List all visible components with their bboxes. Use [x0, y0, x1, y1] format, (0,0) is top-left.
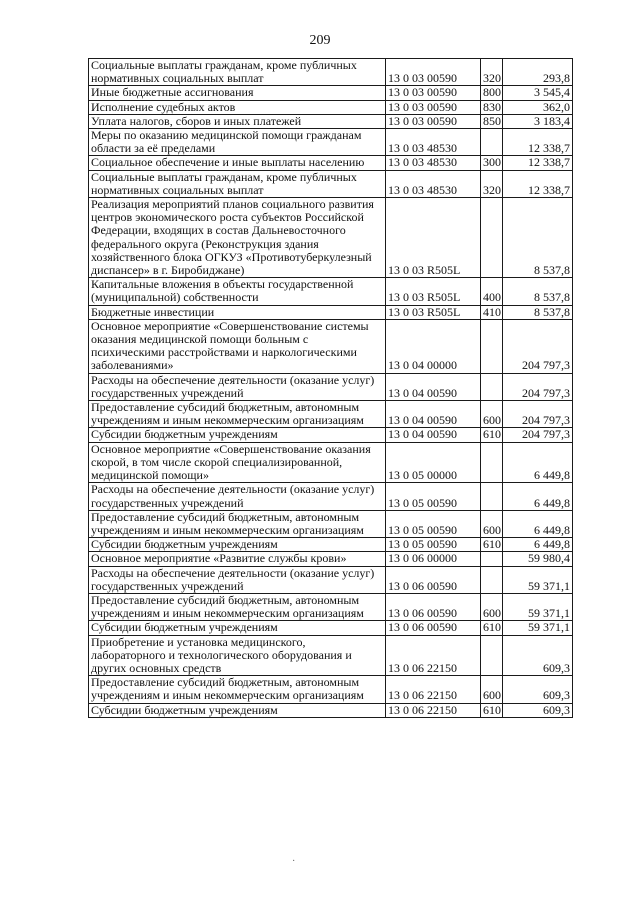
table-row — [89, 59, 573, 86]
row-name-cell: Расходы на обеспечение деятельности (оказание услуг) государственных учреждений — [89, 566, 386, 593]
row-name-cell: Основное мероприятие «Развитие службы крови» — [89, 552, 386, 566]
table-row — [89, 156, 573, 170]
table-row — [89, 483, 573, 510]
row-code-cell: 13 0 03 48530 — [386, 156, 481, 170]
table-row — [89, 566, 573, 593]
row-code-cell: 13 0 03 00590 — [386, 86, 481, 100]
row-name-cell: Социальные выплаты гражданам, кроме публичных нормативных социальных выплат — [89, 59, 386, 86]
row-code-cell: 13 0 06 00590 — [386, 593, 481, 620]
row-amount-cell: 609,3 — [503, 703, 573, 717]
row-name-cell: Приобретение и установка медицинского, лабораторного и технологического оборудования и других основных средств — [89, 635, 386, 676]
row-name-cell: Субсидии бюджетным учреждениям — [89, 703, 386, 717]
row-amount-cell: 8 537,8 — [503, 278, 573, 305]
row-name-cell: Социальные выплаты гражданам, кроме публичных нормативных социальных выплат — [89, 170, 386, 197]
table-row — [89, 198, 573, 278]
row-amount-cell: 59 371,1 — [503, 566, 573, 593]
row-code-cell: 13 0 06 22150 — [386, 635, 481, 676]
row-name-cell: Реализация мероприятий планов социального развития центров экономического роста субъектов Российской Федерации, входящих в состав Дальневосточного федерального округа (Реконструкция здания хозяйственного блока ОГКУЗ «Противотуберкулезный диспансер» в г. Биробиджане) — [89, 198, 386, 278]
row-code-cell: 13 0 03 00590 — [386, 59, 481, 86]
table-row — [89, 401, 573, 428]
row-name-cell: Бюджетные инвестиции — [89, 305, 386, 319]
row-expense-type-cell: 610 — [481, 428, 503, 442]
table-row — [89, 373, 573, 400]
table-row — [89, 100, 573, 114]
row-amount-cell: 3 183,4 — [503, 114, 573, 128]
row-name-cell: Расходы на обеспечение деятельности (оказание услуг) государственных учреждений — [89, 373, 386, 400]
row-name-cell: Расходы на обеспечение деятельности (оказание услуг) государственных учреждений — [89, 483, 386, 510]
row-expense-type-cell — [481, 483, 503, 510]
page-number: 209 — [309, 33, 331, 48]
row-name-cell: Предоставление субсидий бюджетным, автономным учреждениям и иным некоммерческим организациям — [89, 593, 386, 620]
table-row — [89, 703, 573, 717]
row-code-cell: 13 0 03 R505L — [386, 305, 481, 319]
table-row — [89, 593, 573, 620]
row-name-cell: Основное мероприятие «Совершенствование системы оказания медицинской помощи больным с психическими расстройствами и наркологическими заболеваниями» — [89, 319, 386, 373]
row-expense-type-cell: 300 — [481, 156, 503, 170]
row-name-cell: Основное мероприятие «Совершенствование оказания скорой, в том числе скорой специализированной, медицинской помощи» — [89, 442, 386, 483]
row-amount-cell: 204 797,3 — [503, 428, 573, 442]
row-expense-type-cell: 600 — [481, 676, 503, 703]
table-row — [89, 635, 573, 676]
table-row — [89, 86, 573, 100]
row-name-cell: Исполнение судебных актов — [89, 100, 386, 114]
row-code-cell: 13 0 04 00590 — [386, 401, 481, 428]
row-amount-cell: 59 980,4 — [503, 552, 573, 566]
row-expense-type-cell: 850 — [481, 114, 503, 128]
row-expense-type-cell: 410 — [481, 305, 503, 319]
table-row — [89, 129, 573, 156]
row-code-cell: 13 0 03 R505L — [386, 278, 481, 305]
row-expense-type-cell — [481, 373, 503, 400]
row-name-cell: Социальное обеспечение и иные выплаты населению — [89, 156, 386, 170]
row-expense-type-cell: 320 — [481, 170, 503, 197]
row-name-cell: Предоставление субсидий бюджетным, автономным учреждениям и иным некоммерческим организациям — [89, 401, 386, 428]
row-code-cell: 13 0 06 22150 — [386, 703, 481, 717]
row-name-cell: Капитальные вложения в объекты государственной (муниципальной) собственности — [89, 278, 386, 305]
row-code-cell: 13 0 04 00000 — [386, 319, 481, 373]
row-expense-type-cell — [481, 198, 503, 278]
table-row — [89, 621, 573, 635]
row-amount-cell: 12 338,7 — [503, 170, 573, 197]
row-expense-type-cell — [481, 566, 503, 593]
table-row — [89, 114, 573, 128]
row-amount-cell: 204 797,3 — [503, 373, 573, 400]
row-amount-cell: 204 797,3 — [503, 401, 573, 428]
row-code-cell: 13 0 03 48530 — [386, 170, 481, 197]
row-expense-type-cell — [481, 552, 503, 566]
table-row — [89, 538, 573, 552]
row-expense-type-cell: 320 — [481, 59, 503, 86]
budget-table-body — [89, 59, 573, 718]
row-code-cell: 13 0 03 00590 — [386, 114, 481, 128]
row-expense-type-cell: 600 — [481, 401, 503, 428]
row-expense-type-cell — [481, 319, 503, 373]
row-amount-cell: 8 537,8 — [503, 198, 573, 278]
row-expense-type-cell: 610 — [481, 703, 503, 717]
table-row — [89, 319, 573, 373]
row-amount-cell: 6 449,8 — [503, 483, 573, 510]
row-expense-type-cell: 400 — [481, 278, 503, 305]
table-row — [89, 305, 573, 319]
row-name-cell: Уплата налогов, сборов и иных платежей — [89, 114, 386, 128]
table-row — [89, 278, 573, 305]
row-name-cell: Субсидии бюджетным учреждениям — [89, 621, 386, 635]
row-expense-type-cell — [481, 442, 503, 483]
row-code-cell: 13 0 04 00590 — [386, 373, 481, 400]
row-amount-cell: 6 449,8 — [503, 538, 573, 552]
row-amount-cell: 3 545,4 — [503, 86, 573, 100]
budget-table — [88, 58, 573, 718]
row-name-cell: Иные бюджетные ассигнования — [89, 86, 386, 100]
row-amount-cell: 293,8 — [503, 59, 573, 86]
row-name-cell: Предоставление субсидий бюджетным, автономным учреждениям и иным некоммерческим организациям — [89, 510, 386, 537]
table-row — [89, 676, 573, 703]
row-amount-cell: 12 338,7 — [503, 129, 573, 156]
row-amount-cell: 362,0 — [503, 100, 573, 114]
row-code-cell: 13 0 05 00590 — [386, 510, 481, 537]
row-expense-type-cell: 610 — [481, 538, 503, 552]
row-name-cell: Меры по оказанию медицинской помощи гражданам области за её пределами — [89, 129, 386, 156]
row-expense-type-cell: 610 — [481, 621, 503, 635]
row-code-cell: 13 0 03 R505L — [386, 198, 481, 278]
row-amount-cell: 8 537,8 — [503, 305, 573, 319]
row-expense-type-cell: 800 — [481, 86, 503, 100]
row-code-cell: 13 0 06 00000 — [386, 552, 481, 566]
row-amount-cell: 59 371,1 — [503, 621, 573, 635]
row-name-cell: Субсидии бюджетным учреждениям — [89, 538, 386, 552]
row-expense-type-cell — [481, 129, 503, 156]
row-amount-cell: 59 371,1 — [503, 593, 573, 620]
row-code-cell: 13 0 06 00590 — [386, 566, 481, 593]
row-name-cell: Предоставление субсидий бюджетным, автономным учреждениям и иным некоммерческим организациям — [89, 676, 386, 703]
row-amount-cell: 204 797,3 — [503, 319, 573, 373]
table-row — [89, 170, 573, 197]
footer-mark: · — [292, 856, 296, 867]
row-amount-cell: 609,3 — [503, 635, 573, 676]
row-expense-type-cell: 830 — [481, 100, 503, 114]
table-row — [89, 442, 573, 483]
row-code-cell: 13 0 06 22150 — [386, 676, 481, 703]
row-name-cell: Субсидии бюджетным учреждениям — [89, 428, 386, 442]
row-code-cell: 13 0 05 00590 — [386, 538, 481, 552]
row-amount-cell: 6 449,8 — [503, 510, 573, 537]
row-expense-type-cell: 600 — [481, 593, 503, 620]
row-code-cell: 13 0 05 00000 — [386, 442, 481, 483]
row-amount-cell: 609,3 — [503, 676, 573, 703]
row-code-cell: 13 0 03 48530 — [386, 129, 481, 156]
row-code-cell: 13 0 04 00590 — [386, 428, 481, 442]
row-expense-type-cell: 600 — [481, 510, 503, 537]
table-row — [89, 510, 573, 537]
row-code-cell: 13 0 06 00590 — [386, 621, 481, 635]
table-row — [89, 428, 573, 442]
row-expense-type-cell — [481, 635, 503, 676]
row-code-cell: 13 0 05 00590 — [386, 483, 481, 510]
row-amount-cell: 6 449,8 — [503, 442, 573, 483]
row-amount-cell: 12 338,7 — [503, 156, 573, 170]
table-row — [89, 552, 573, 566]
row-code-cell: 13 0 03 00590 — [386, 100, 481, 114]
